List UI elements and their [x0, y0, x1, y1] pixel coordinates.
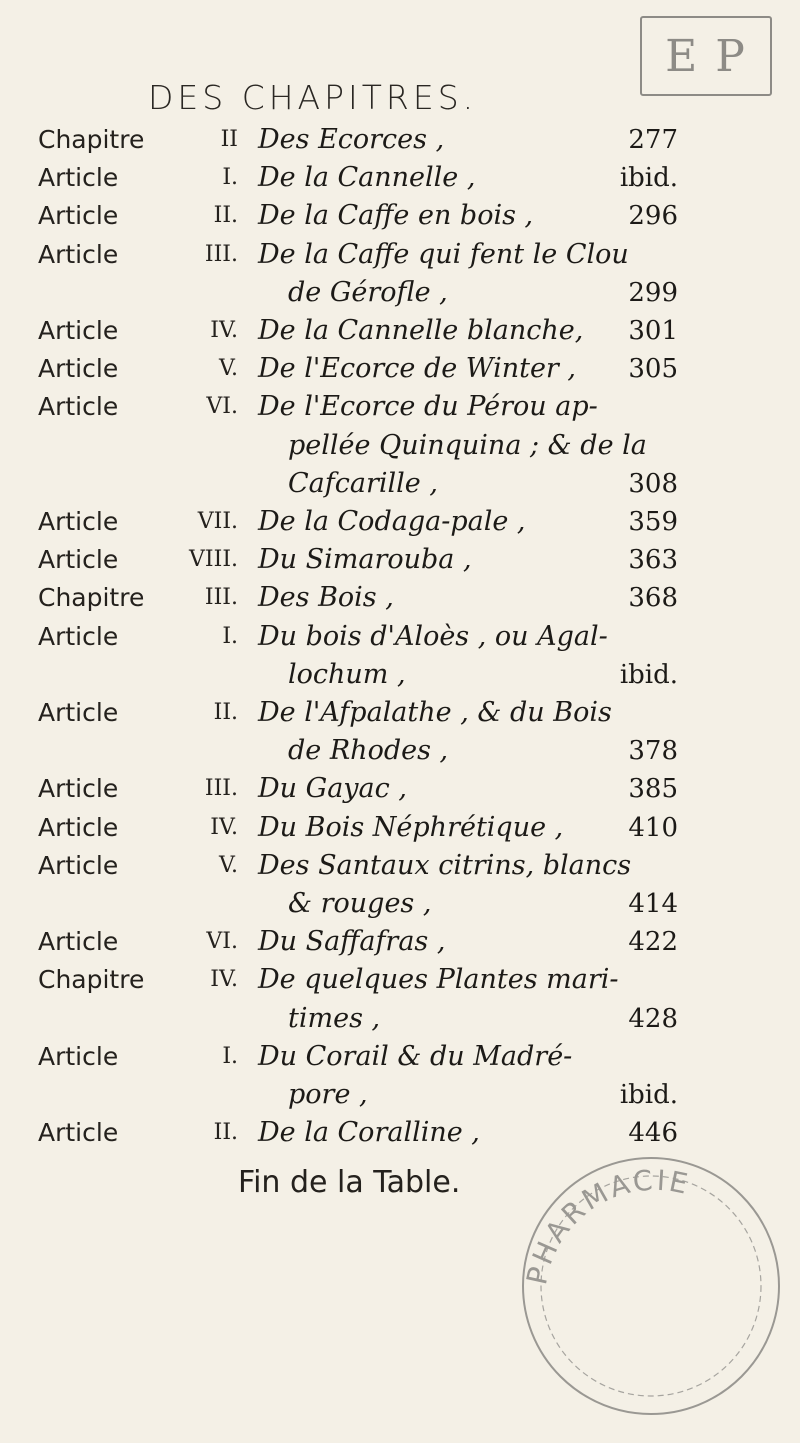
entry-title: De la Caffe en bois ,	[258, 200, 534, 232]
entry-title-continued: & rouges ,	[288, 888, 432, 919]
entry-title-continued: times ,	[288, 1002, 381, 1034]
page-heading: DES CHAPITRES.	[148, 78, 478, 117]
entry-number: VI.	[206, 394, 238, 420]
entry-number: IV.	[210, 814, 238, 840]
entry-page: 378	[628, 736, 678, 767]
entry-title-continued: pore ,	[288, 1079, 368, 1110]
library-stamp	[640, 16, 772, 96]
entry-number: V.	[218, 852, 238, 878]
entry-page: ibid.	[619, 163, 678, 194]
entry-title: De la Caffe qui fent le Clou	[258, 238, 629, 270]
entry-title-continued: de Gérofle ,	[288, 276, 448, 308]
entry-kind: Article	[38, 392, 119, 422]
entry-kind: Article	[38, 1041, 119, 1071]
entry-number: VIII.	[189, 547, 238, 573]
entry-title: Du bois d'Aloès , ou Agal-	[258, 620, 608, 652]
entry-page: 414	[628, 889, 678, 919]
entry-title-continued: de Rhodes ,	[288, 735, 449, 767]
entry-page: 446	[628, 1118, 678, 1149]
entry-kind: Chapitre	[38, 125, 145, 154]
entry-title-continued: Cafcarille ,	[288, 467, 438, 499]
entry-page: 277	[628, 125, 678, 155]
entry-number: IV.	[210, 967, 238, 993]
entry-title: De la Codaga-pale ,	[258, 506, 526, 537]
entry-number: IV.	[210, 318, 238, 343]
entry-title-continued: lochum ,	[288, 658, 406, 690]
entry-kind: Article	[38, 812, 119, 842]
entry-kind: Article	[38, 698, 119, 727]
entry-page: 363	[628, 545, 678, 576]
entry-number: I.	[222, 623, 238, 649]
entry-title: Du Saffafras ,	[258, 926, 446, 958]
entry-title: Des Bois ,	[258, 582, 394, 614]
entry-number: I.	[222, 165, 238, 191]
entry-page: 301	[628, 316, 678, 346]
entry-number: II.	[213, 700, 238, 725]
entry-title: De la Coralline ,	[258, 1117, 480, 1149]
entry-title: De l'Afpalathe , & du Bois	[258, 697, 612, 728]
entry-title: Du Gayac ,	[258, 773, 407, 805]
pharmacy-seal	[506, 1136, 792, 1420]
entry-page: ibid.	[619, 1080, 678, 1110]
entry-kind: Chapitre	[38, 583, 145, 613]
entry-page: 359	[628, 507, 678, 537]
entry-number: III.	[204, 585, 238, 611]
entry-page: 428	[628, 1003, 678, 1034]
entry-page: 410	[628, 812, 678, 843]
entry-title: Des Santaux citrins, blancs	[258, 849, 632, 881]
entry-number: I.	[222, 1043, 238, 1069]
entry-title-continued: pellée Quinquina ; & de la	[288, 429, 647, 461]
library-stamp-text: E P	[665, 30, 747, 82]
entry-kind: Article	[38, 354, 119, 384]
entry-title: Du Bois Néphrétique ,	[258, 811, 564, 843]
entry-kind: Article	[38, 1118, 119, 1148]
entry-number: III.	[204, 241, 238, 267]
entry-title: De quelques Plantes mari-	[258, 964, 619, 996]
entry-number: V.	[218, 356, 238, 382]
entry-page: 422	[628, 927, 678, 958]
entry-number: II.	[213, 1120, 238, 1146]
entry-kind: Article	[38, 621, 119, 651]
entry-number: II.	[213, 203, 238, 229]
entry-title: De la Cannelle ,	[258, 162, 476, 194]
entry-page: 299	[628, 277, 678, 308]
entry-title: De la Cannelle blanche,	[258, 315, 584, 346]
entry-number: VII.	[197, 509, 238, 534]
entry-page: 308	[628, 468, 678, 499]
entry-kind: Article	[38, 545, 119, 575]
entry-page: 385	[628, 774, 678, 805]
entry-title: Du Simarouba ,	[258, 544, 472, 576]
entry-kind: Article	[38, 507, 119, 536]
entry-page: 368	[628, 583, 678, 614]
entry-kind: Article	[38, 927, 119, 957]
entry-title: De l'Ecorce du Pérou ap-	[258, 391, 598, 423]
entry-title: Des Ecorces ,	[258, 124, 445, 155]
entry-kind: Article	[38, 163, 119, 193]
entry-kind: Article	[38, 316, 119, 345]
entry-number: III.	[204, 776, 238, 802]
entry-title: De l'Ecorce de Winter ,	[258, 353, 576, 385]
entry-page: ibid.	[619, 659, 678, 690]
svg-text:PHARMACIE	[520, 1163, 693, 1287]
entry-kind: Chapitre	[38, 965, 145, 995]
entry-page: 305	[628, 354, 678, 385]
entry-number: VI.	[206, 929, 238, 955]
entry-number: II	[220, 127, 238, 152]
end-of-table: Fin de la Table.	[238, 1165, 461, 1200]
entry-kind: Article	[38, 239, 119, 269]
entry-kind: Article	[38, 850, 119, 880]
entry-kind: Article	[38, 201, 119, 231]
entry-page: 296	[628, 201, 678, 232]
seal-text: PHARMACIE	[520, 1163, 694, 1288]
entry-title: Du Corail & du Madré-	[258, 1040, 573, 1072]
entry-kind: Article	[38, 774, 119, 804]
